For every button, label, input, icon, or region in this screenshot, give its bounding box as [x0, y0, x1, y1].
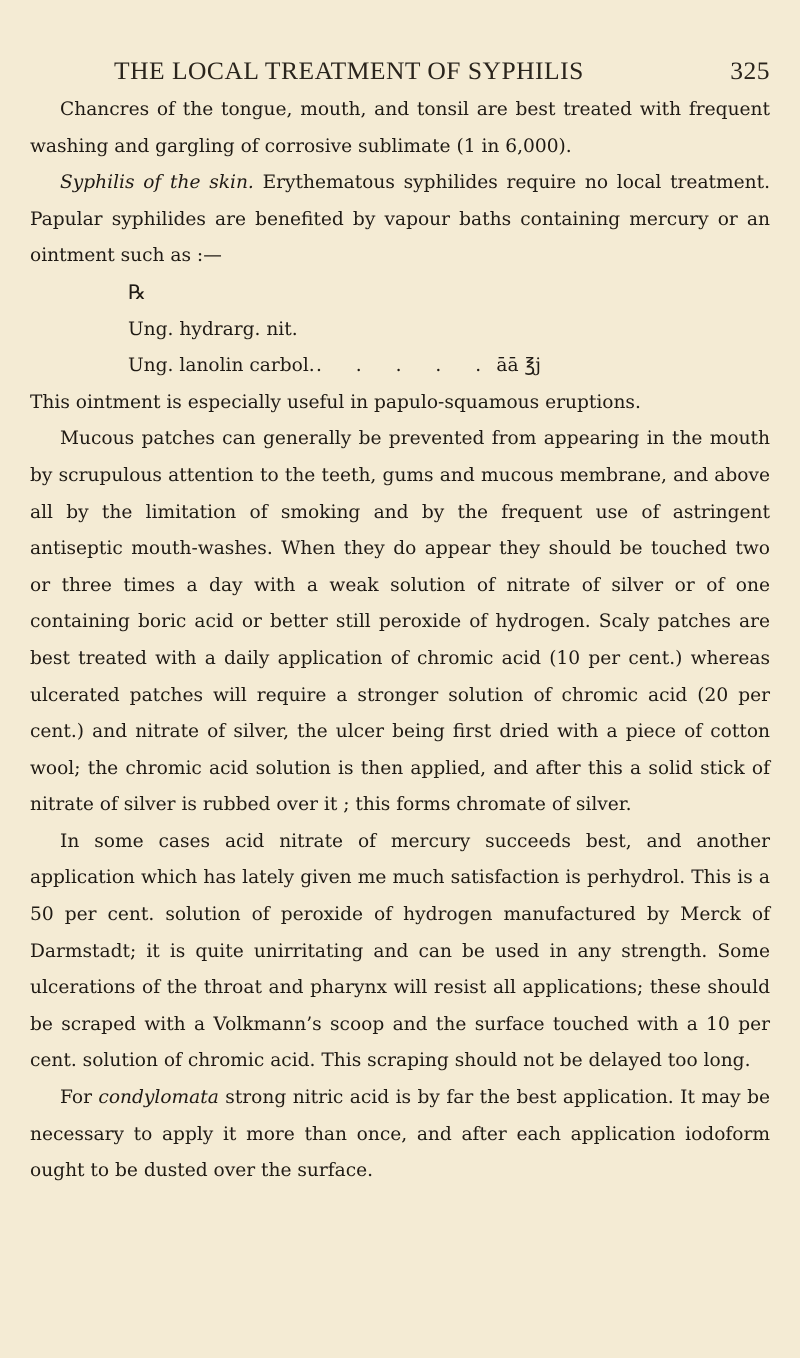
- paragraph-text: strong nitric acid is by far the best application. It may be necessary to apply it more than once, and after each application iodoform ought to be dusted over the surface.: [30, 1087, 770, 1182]
- prescription-dose: āā ℥j: [496, 355, 541, 377]
- recipe-symbol: ℞: [128, 281, 146, 304]
- page-number: 325: [730, 56, 770, 85]
- running-title: THE LOCAL TREATMENT OF SYPHILIS: [114, 56, 584, 85]
- page-body: [30, 92, 770, 1190]
- paragraph-lead: For: [60, 1087, 99, 1109]
- leader-dots: . . . . .: [315, 355, 496, 377]
- section-heading: Syphilis of the skin.: [60, 172, 254, 194]
- paragraph-condylomata: [30, 1080, 770, 1190]
- prescription-line: Ung. hydrarg. nit.: [128, 318, 298, 340]
- paragraph-acid-nitrate: In some cases acid nitrate of mercury succeeds best, and another application which has lately given me much satisfaction is perhydrol. This is a 50 per cent. solution of peroxide of hydrogen manufactured by Merck of Darmstadt; it is quite unirritating and can be used in any strength. Some ulcerations of the throat and pharynx will resist all applications; these should be scraped with a Volkmann’s scoop and the surface touched with a 10 per cent. solution of chromic acid. This scraping should not be delayed too long.: [30, 830, 770, 1072]
- page-header: [30, 56, 770, 86]
- paragraph-ointment: This ointment is especially useful in papulo-squamous eruptions.: [30, 391, 641, 413]
- prescription: [30, 275, 770, 385]
- paragraph-syphilis-skin: [30, 165, 770, 275]
- paragraph-text: Erythematous syphilides require no local treatment. Papular syphilides are benefited by vapour baths containing mercury or an ointment such as :—: [30, 172, 770, 267]
- paragraph-chancres: Chancres of the tongue, mouth, and tonsil are best treated with frequent washing and gargling of corrosive sublimate (1 in 6,000).: [30, 99, 770, 157]
- italic-term: condylomata: [98, 1087, 219, 1109]
- prescription-line: [128, 348, 541, 385]
- paragraph-mucous-patches: Mucous patches can generally be prevented from appearing in the mouth by scrupulous attention to the teeth, gums and mucous membrane, and above all by the limitation of smoking and by the frequent use of astringent antiseptic mouth-washes. When they do appear they should be touched two or three times a day with a weak solution of nitrate of silver or of one containing boric acid or better still peroxide of hydrogen. Scaly patches are best treated with a daily application of chromic acid (10 per cent.) whereas ulcerated patches will require a stronger solution of chromic acid (20 per cent.) and nitrate of silver, the ulcer being first dried with a piece of cotton wool; the chromic acid solution is then applied, and after this a solid stick of nitrate of silver is rubbed over it ; this forms chromate of silver.: [30, 428, 770, 816]
- prescription-ingredient: Ung. lanolin carbol.: [128, 355, 315, 377]
